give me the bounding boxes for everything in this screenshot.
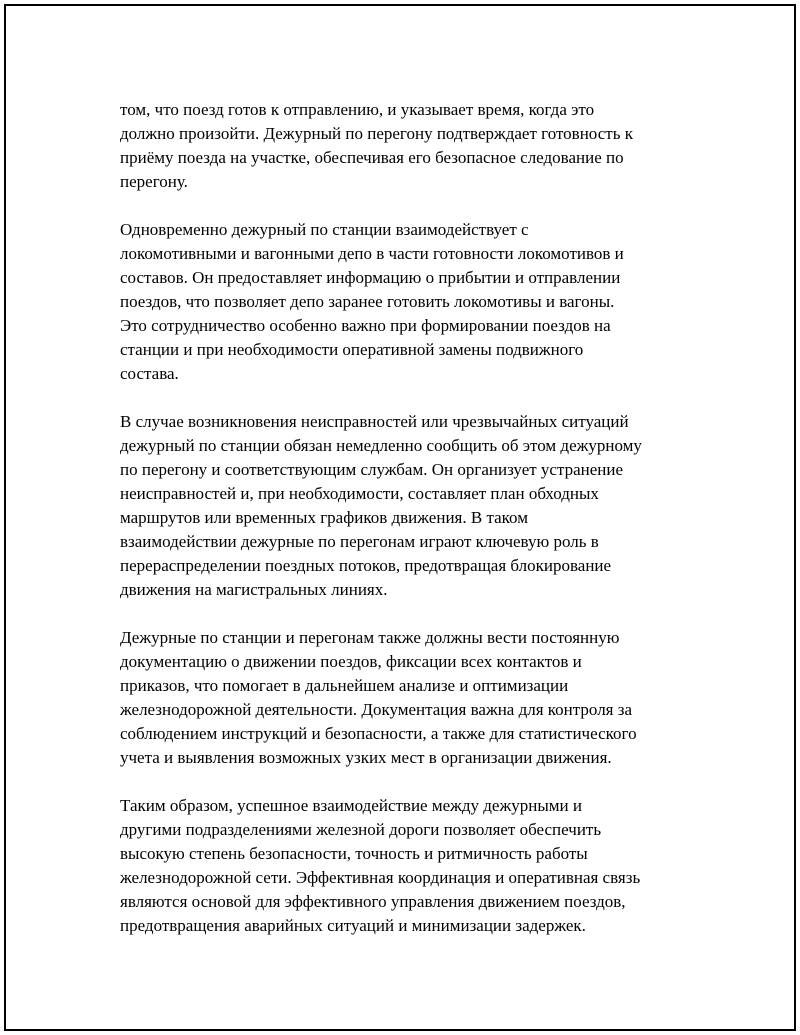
text-line: составов. Он предоставляет информацию о прибытии и отправлении bbox=[120, 268, 621, 287]
text-line: состава. bbox=[120, 364, 179, 383]
text-line: по перегону и соответствующим службам. Он организует устранение bbox=[120, 460, 624, 479]
paragraph-5 bbox=[120, 794, 720, 938]
text-line: другими подразделениями железной дороги позволяет обеспечить bbox=[120, 820, 602, 839]
text-line: неисправностей и, при необходимости, составляет план обходных bbox=[120, 484, 599, 503]
text-line: высокую степень безопасности, точность и ритмичность работы bbox=[120, 844, 588, 863]
text-line: перераспределении поездных потоков, предотвращая блокирование bbox=[120, 556, 612, 575]
text-line: Это сотрудничество особенно важно при формировании поездов на bbox=[120, 316, 611, 335]
paragraph-3 bbox=[120, 410, 720, 602]
text-line: перегону. bbox=[120, 172, 188, 191]
text-line: являются основой для эффективного управления движением поездов, bbox=[120, 892, 626, 911]
text-line: документацию о движении поездов, фиксации всех контактов и bbox=[120, 652, 582, 671]
text-line: приказов, что помогает в дальнейшем анализе и оптимизации bbox=[120, 676, 569, 695]
text-line: дежурный по станции обязан немедленно сообщить об этом дежурному bbox=[120, 436, 642, 455]
text-line: Одновременно дежурный по станции взаимодействует с bbox=[120, 220, 529, 239]
document-page bbox=[4, 4, 796, 1031]
paragraph-1 bbox=[120, 98, 720, 194]
text-line: железнодорожной деятельности. Документация важна для контроля за bbox=[120, 700, 633, 719]
paragraph-2 bbox=[120, 218, 720, 386]
document-body bbox=[120, 98, 720, 962]
text-line: соблюдением инструкций и безопасности, а также для статистического bbox=[120, 724, 637, 743]
text-line: учета и выявления возможных узких мест в организации движения. bbox=[120, 748, 612, 767]
text-line: том, что поезд готов к отправлению, и указывает время, когда это bbox=[120, 100, 595, 119]
text-line: Дежурные по станции и перегонам также должны вести постоянную bbox=[120, 628, 620, 647]
text-line: предотвращения аварийных ситуаций и минимизации задержек. bbox=[120, 916, 586, 935]
text-line: Таким образом, успешное взаимодействие между дежурными и bbox=[120, 796, 582, 815]
paragraph-4 bbox=[120, 626, 720, 770]
text-line: взаимодействии дежурные по перегонам играют ключевую роль в bbox=[120, 532, 599, 551]
text-line: приёму поезда на участке, обеспечивая его безопасное следование по bbox=[120, 148, 624, 167]
text-line: железнодорожной сети. Эффективная координация и оперативная связь bbox=[120, 868, 641, 887]
text-line: маршрутов или временных графиков движения. В таком bbox=[120, 508, 528, 527]
text-line: В случае возникновения неисправностей или чрезвычайных ситуаций bbox=[120, 412, 629, 431]
text-line: поездов, что позволяет депо заранее готовить локомотивы и вагоны. bbox=[120, 292, 615, 311]
text-line: локомотивными и вагонными депо в части готовности локомотивов и bbox=[120, 244, 624, 263]
text-line: должно произойти. Дежурный по перегону подтверждает готовность к bbox=[120, 124, 633, 143]
text-line: станции и при необходимости оперативной замены подвижного bbox=[120, 340, 584, 359]
text-line: движения на магистральных линиях. bbox=[120, 580, 388, 599]
